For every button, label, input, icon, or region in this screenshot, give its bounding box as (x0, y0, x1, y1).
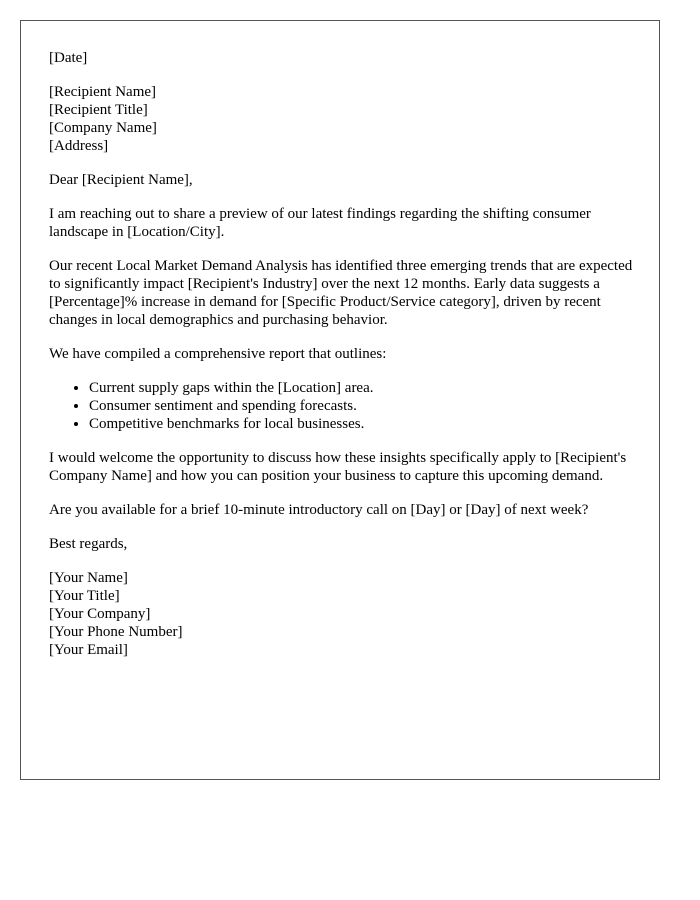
analysis-paragraph: Our recent Local Market Demand Analysis has identified three emerging trends that are expected to significantly impact [Recipient's Industry] over the next 12 months. Early data suggests a [Percentage]% increase in demand for [Specific Product/Service category], driven by recent changes in local demographics and purchasing behavior. (49, 258, 633, 328)
sender-name: [Your Name] (49, 570, 128, 586)
letter-date: [Date] (49, 50, 88, 66)
letter-page (20, 20, 660, 780)
sender-company: [Your Company] (49, 606, 151, 622)
list-item: • Competitive benchmarks for local businesses. (89, 415, 639, 433)
discuss-paragraph: I would welcome the opportunity to discuss how these insights specifically apply to [Recipient's Company Name] and how you can position your business to capture this upcoming demand. (49, 450, 627, 484)
sender-phone: [Your Phone Number] (49, 624, 183, 640)
recipient-block (49, 83, 639, 155)
recipient-name: [Recipient Name] (49, 84, 157, 100)
closing: Best regards, (49, 536, 128, 552)
list-item: • Current supply gaps within the [Location] area. (89, 379, 639, 397)
recipient-company: [Company Name] (49, 120, 157, 136)
recipient-title: [Recipient Title] (49, 102, 148, 118)
salutation: Dear [Recipient Name], (49, 172, 193, 188)
sender-email: [Your Email] (49, 642, 128, 658)
recipient-address: [Address] (49, 138, 109, 154)
report-items-list (49, 379, 639, 433)
letter-body (49, 49, 639, 675)
call-paragraph: Are you available for a brief 10-minute introductory call on [Day] or [Day] of next week? (49, 502, 589, 518)
intro-paragraph: I am reaching out to share a preview of our latest findings regarding the shifting consumer landscape in [Location/City]. (49, 206, 591, 240)
list-item: • Consumer sentiment and spending forecasts. (89, 397, 639, 415)
sender-block (49, 569, 639, 659)
sender-title: [Your Title] (49, 588, 120, 604)
report-intro-paragraph: We have compiled a comprehensive report that outlines: (49, 346, 387, 362)
